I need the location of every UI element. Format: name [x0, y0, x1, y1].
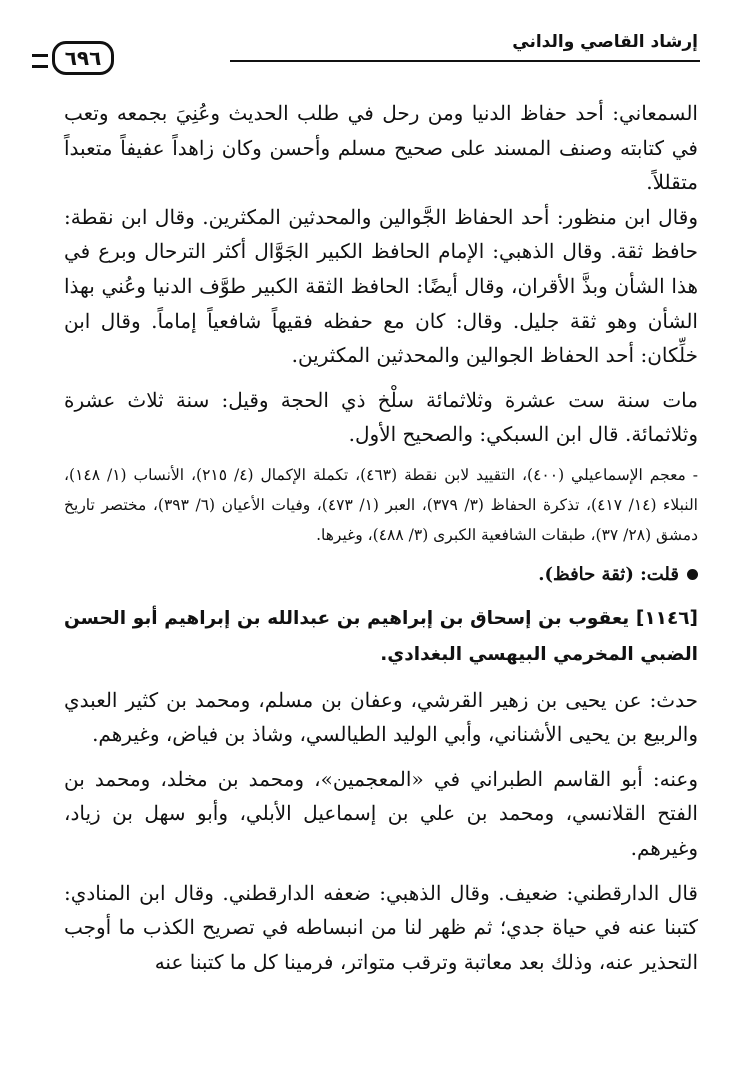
entry-heading: [١١٤٦] يعقوب بن إسحاق بن إبراهيم بن عبدالله بن إبراهيم أبو الحسن الضبي المخرمي البيهسي البغدادي.: [64, 607, 698, 665]
page-body: [64, 96, 698, 979]
death-paragraph: مات سنة ست عشرة وثلاثمائة سلْخ ذي الحجة وقيل: سنة ثلاث عشرة وثلاثمائة. قال ابن السبكي: والصحيح الأول.: [64, 387, 698, 447]
page-number: ٦٩٦: [52, 41, 114, 75]
verdict-text: قلت: (ثقة حافظ).: [538, 563, 679, 585]
header-rule: [230, 60, 700, 62]
narrated-from-paragraph: حدث: عن يحيى بن زهير القرشي، وعفان بن مسلم، ومحمد بن كثير العبدي والربيع بن يحيى الأشناني، وأبي الوليد الطيالسي، وشاذ بن فياض، وغيرهم.: [64, 687, 698, 747]
biography-paragraph-samani: السمعاني: أحد حفاظ الدنيا ومن رحل في طلب الحديث وعُنِيَ بجمعه وتعب في كتابته وصنف المسند على صحيح مسلم وأحسن وكان زاهداً عفيفاً متعبداً متقللاً.: [64, 101, 698, 195]
criticism-paragraph: قال الدارقطني: ضعيف. وقال الذهبي: ضعفه الدارقطني. وقال ابن المنادي: كتبنا عنه في حياة جدي؛ ثم ظهر لنا من انبساطه في تصريح الكذب ما أوجب التحذير عنه، وذلك بعد معاتبة وترقب متواتر، فرمينا كل ما كتبنا عنه: [64, 880, 698, 974]
page-header: [52, 28, 700, 78]
running-title: إرشاد القاصي والداني: [512, 32, 698, 52]
sources-text: - معجم الإسماعيلي (٤٠٠)، التقييد لابن نقطة (٤٦٣)، تكملة الإكمال (٤/ ٢١٥)، الأنساب (١/ ١٤٨)، النبلاء (١٤/ ٤١٧)، تذكرة الحفاظ (٣/ ٣٧٩)، العبر (١/ ٤٧٣)، وفيات الأعيان (٦/ ٣٩٣)، مختصر تاريخ دمشق (٢٨/ ٣٧)، طبقات الشافعية الكبرى (٣/ ٤٨٨)، وغيرها.: [64, 465, 699, 545]
header-double-dash: [32, 54, 48, 68]
verdict-note: [64, 559, 698, 591]
biography-paragraph-critics: وقال ابن منظور: أحد الحفاظ الجَّوالين والمحدثين المكثرين. وقال ابن نقطة: حافظ ثقة. وقال الذهبي: الإمام الحافظ الكبير الجَوَّال أكثر الترحال وبرع في هذا الشأن وبذَّ الأقران، وقال أيضًا: الحافظ الثقة الكبير طوَّف الدنيا وعُني بهذا الشأن وهو ثقة جليل. وقال: كان مع حفظه فقيهاً شافعياً إماماً. وقال ابن خلِّكان: أحد الحفاظ الجوالين والمحدثين المكثرين.: [64, 204, 698, 368]
bullet-icon: [687, 569, 698, 580]
narrated-by-paragraph: وعنه: أبو القاسم الطبراني في «المعجمين»، ومحمد بن مخلد، ومحمد بن الفتح القلانسي، ومحمد بن علي بن إسماعيل الأبلي، وأبو سهل بن زياد، وغيرهم.: [64, 766, 698, 860]
sources-list: [64, 460, 698, 551]
